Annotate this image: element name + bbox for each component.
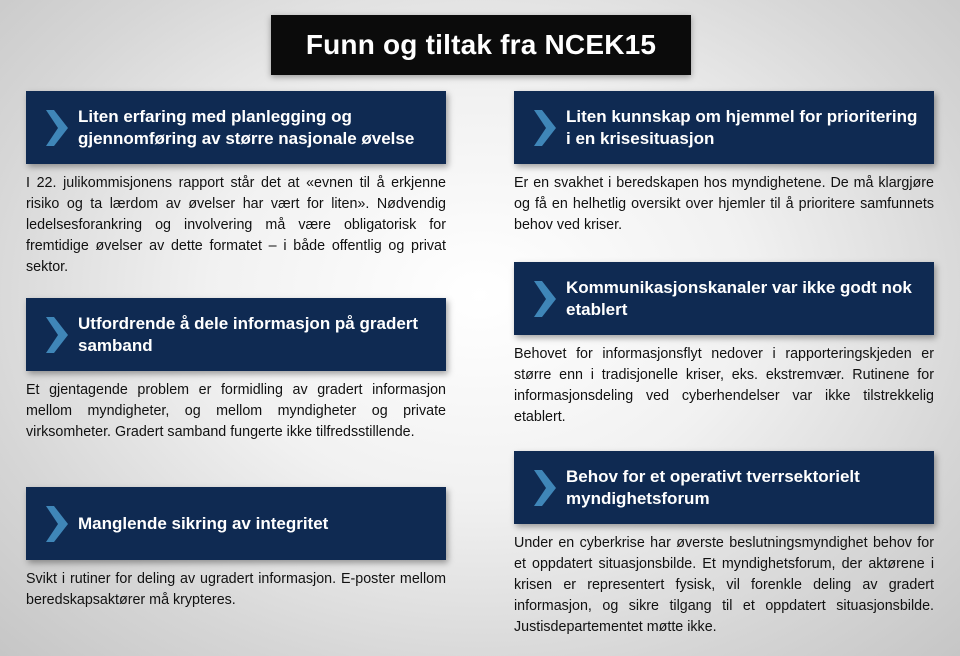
finding-header [514,262,934,335]
finding-description: Er en svakhet i beredskapen hos myndighetene. De må klargjøre og få en helhetlig oversikt over hjemler til å prioritere samfunnets behov ved kriser. [514,175,934,233]
finding-description: Under en cyberkrise har øverste beslutningsmyndighet behov for et oppdatert situasjonsbilde. Et myndighetsforum, der aktørene i krisen er representert fysisk, vil forenkle deling av gradert informasjon, og sikre tilgang til et oppdatert situasjonsbilde. Justisdepartementet møtte ikke. [514,535,934,635]
chevron-right-icon [46,317,68,353]
finding-card-classified-comms [26,298,446,443]
finding-title: Liten kunnskap om hjemmel for prioritering i en krisesituasjon [566,106,918,148]
chevron-right-icon [534,281,556,317]
finding-description: I 22. julikommisjonens rapport står det at «evnen til å erkjenne risiko og ta lærdom av øvelser har vært for liten». Nødvendig ledelsesforankring og involvering må være obligatorisk for fremtidige øvelser av dette formatet – i både offentlig og privat sektor. [26,175,446,275]
finding-description: Svikt i rutiner for deling av ugradert informasjon. E-poster mellom beredskapsaktører må krypteres. [26,571,446,608]
finding-title: Behov for et operativt tverrsektorielt myndighetsforum [566,466,860,508]
finding-description: Et gjentagende problem er formidling av gradert informasjon mellom myndigheter, og mellom myndigheter og private virksomheter. Gradert samband fungerte ikke tilfredsstillende. [26,382,446,440]
finding-title: Kommunikasjonskanaler var ikke godt nok etablert [566,277,912,319]
page-title-text: Funn og tiltak fra NCEK15 [305,29,657,60]
finding-title: Liten erfaring med planlegging og gjennomføring av større nasjonale øvelse [78,106,415,148]
finding-card-integrity [26,487,446,611]
finding-card-planning [26,91,446,278]
chevron-right-icon [534,110,556,146]
finding-header [514,91,934,164]
finding-card-authority-forum [514,451,934,638]
finding-description: Behovet for informasjonsflyt nedover i rapporteringskjeden er større enn i tradisjonelle kriser, eks. ekstremvær. Rutinene for informasjonsdeling ved cyberhendelser var ikke tilstrekkelig etablert. [514,346,934,425]
finding-header [26,298,446,371]
finding-card-communication-channels [514,262,934,428]
finding-title: Manglende sikring av integritet [78,513,329,533]
chevron-right-icon [534,470,556,506]
chevron-right-icon [46,506,68,542]
chevron-right-icon [46,110,68,146]
finding-card-legal-basis [514,91,934,236]
finding-title: Utfordrende å dele informasjon på gradert samband [78,313,419,355]
finding-header [26,487,446,560]
finding-header [514,451,934,524]
page-title [271,15,691,75]
finding-header [26,91,446,164]
